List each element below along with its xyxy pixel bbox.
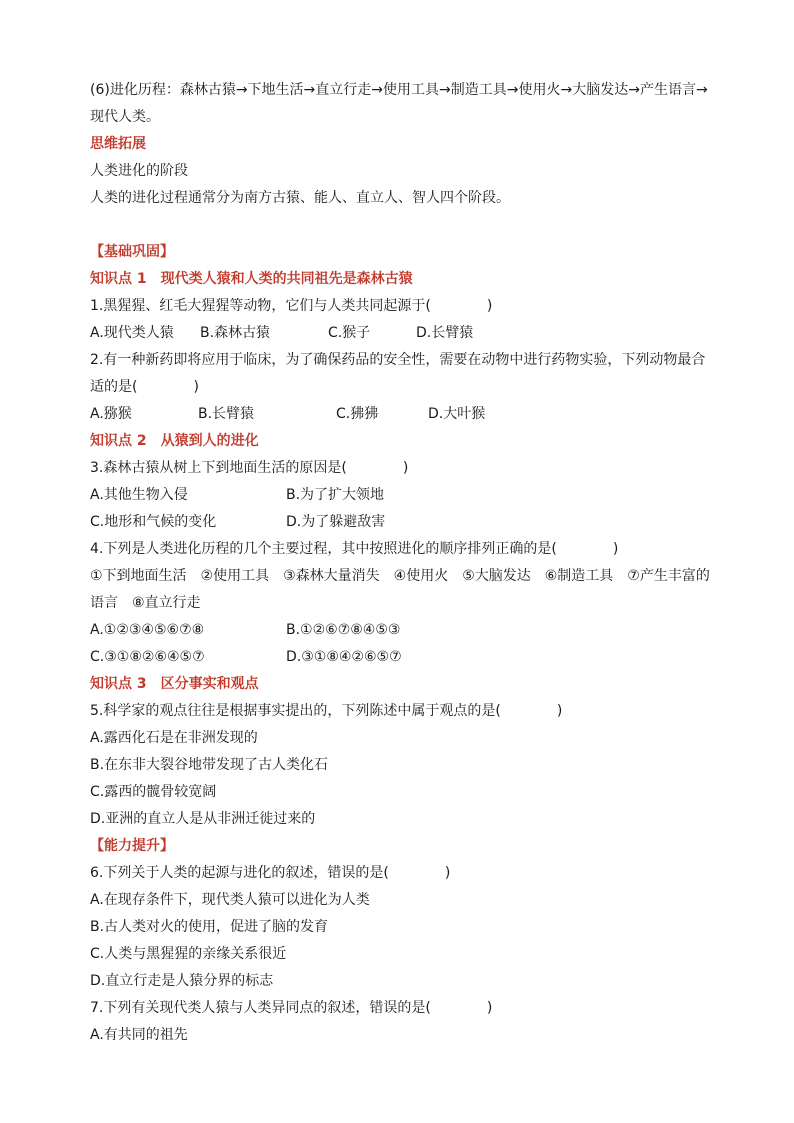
option-d[interactable]: D.亚洲的直立人是从非洲迁徙过来的 [90,811,316,827]
option-d[interactable]: D.③①⑧④②⑥⑤⑦ [286,649,402,665]
option-a[interactable]: A.其他生物入侵 [90,487,188,503]
option-b[interactable]: B.在东非大裂谷地带发现了古人类化石 [90,757,329,773]
option-a[interactable]: A.现代类人猿 [90,325,174,341]
extension-heading: 思维拓展 [90,136,146,152]
option-a[interactable]: A.在现存条件下，现代类人猿可以进化为人类 [90,892,370,908]
question-2-stem: 2.有一种新药即将应用于临床，为了确保药品的安全性，需要在动物中进行药物实验，下列动物最合适的是( ) [90,352,706,395]
question-5-stem: 5.科学家的观点往往是根据事实提出的，下列陈述中属于观点的是( ) [90,703,563,719]
question-3-stem: 3.森林古猿从树上下到地面生活的原因是( ) [90,460,409,476]
option-c[interactable]: C.猴子 [328,325,371,341]
option-b[interactable]: B.森林古猿 [200,325,271,341]
option-b[interactable]: B.为了扩大领地 [286,487,385,503]
option-c[interactable]: C.地形和气候的变化 [90,514,217,530]
option-a[interactable]: A.有共同的祖先 [90,1027,188,1043]
worksheet-page [90,77,710,1049]
question-4-options-row-2 [90,644,710,671]
option-b[interactable]: B.长臂猿 [198,406,255,422]
evolution-process-text: (6)进化历程：森林古猿→下地生活→直立行走→使用工具→制造工具→使用火→大脑发达→产生语言→现代人类。 [90,82,708,125]
question-3-options-row-2 [90,509,710,536]
question-3-options-row-1 [90,482,710,509]
option-d[interactable]: D.为了躲避敌害 [286,514,386,530]
option-d[interactable]: D.长臂猿 [416,325,474,341]
option-d[interactable]: D.大叶猴 [428,406,486,422]
option-d[interactable]: D.直立行走是人猿分界的标志 [90,973,274,989]
question-4-stem: 4.下列是人类进化历程的几个主要过程，其中按照进化的顺序排列正确的是( ) [90,541,619,557]
knowledge-point-2: 知识点 2 从猿到人的进化 [90,433,259,449]
option-c[interactable]: C.③①⑧②⑥④⑤⑦ [90,649,205,665]
option-c[interactable]: C.狒狒 [336,406,379,422]
question-1-stem: 1.黑猩猩、红毛大猩猩等动物，它们与人类共同起源于( ) [90,298,493,314]
option-b[interactable]: B.古人类对火的使用，促进了脑的发育 [90,919,329,935]
option-a[interactable]: A.露西化石是在非洲发现的 [90,730,258,746]
spacer [90,212,710,239]
question-7-stem: 7.下列有关现代类人猿与人类异同点的叙述，错误的是( ) [90,1000,493,1016]
question-4-options-row-1 [90,617,710,644]
option-c[interactable]: C.露西的髋骨较宽阔 [90,784,217,800]
option-c[interactable]: C.人类与黑猩猩的亲缘关系很近 [90,946,287,962]
option-a[interactable]: A.猕猴 [90,406,132,422]
knowledge-point-3: 知识点 3 区分事实和观点 [90,676,259,692]
stage-title: 人类进化的阶段 [90,163,188,179]
section-basic-heading: 【基础巩固】 [90,244,174,260]
section-advanced-heading: 【能力提升】 [90,838,174,854]
question-2-options [90,401,710,428]
knowledge-point-1: 知识点 1 现代类人猿和人类的共同祖先是森林古猿 [90,271,413,287]
question-6-stem: 6.下列关于人类的起源与进化的叙述，错误的是( ) [90,865,451,881]
option-a[interactable]: A.①②③④⑤⑥⑦⑧ [90,622,205,638]
stage-text: 人类的进化过程通常分为南方古猿、能人、直立人、智人四个阶段。 [90,190,510,206]
question-4-items: ①下到地面生活 ②使用工具 ③森林大量消失 ④使用火 ⑤大脑发达 ⑥制造工具 ⑦产生丰富的语言 ⑧直立行走 [90,568,710,611]
question-1-options [90,320,710,347]
option-b[interactable]: B.①②⑥⑦⑧④⑤③ [286,622,401,638]
